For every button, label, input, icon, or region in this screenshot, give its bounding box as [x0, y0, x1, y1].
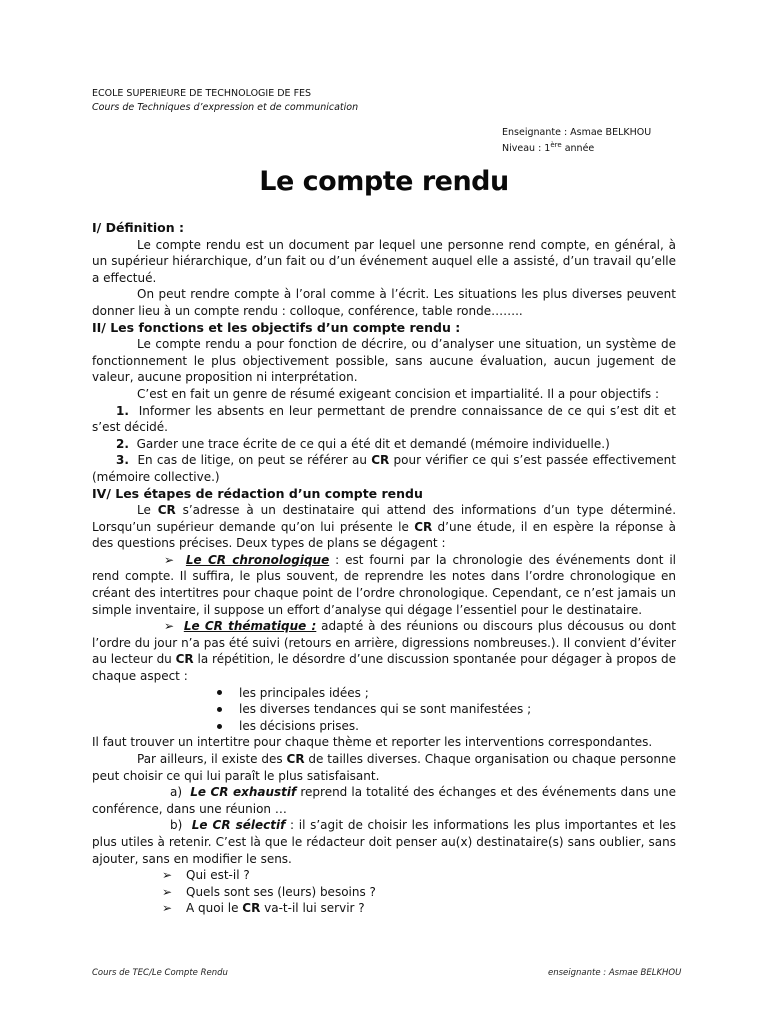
objective-1-number: 1. [116, 403, 129, 418]
thematic-text-b: la répétition, le désordre d’une discussion spontanée pour dégager à propos de chaque aspect : [92, 652, 676, 684]
thematic-cr: CR [175, 652, 194, 667]
level-suffix: année [561, 143, 595, 155]
section-4-paragraph-3 [92, 751, 676, 784]
section-4-paragraph-2: Il faut trouver un intertitre pour chaque thème et reporter les interventions correspondantes. [92, 735, 653, 750]
objective-3-number: 3. [116, 453, 129, 468]
s4-p3-b: de tailles diverses. Chaque organisation ou chaque personne peut choisir ce qui lui paraît le plus satisfaisant. [92, 752, 676, 783]
section-1-title: I/ Définition : [92, 220, 184, 235]
bullet-text: les diverses tendances qui se sont manifestées ; [239, 702, 532, 717]
section-4-title: IV/ Les étapes de rédaction d’un compte rendu [92, 485, 423, 501]
objective-1 [92, 403, 676, 436]
s4-p1-cr1: CR [157, 503, 176, 518]
level-sup: ère [550, 141, 562, 149]
list-item [162, 867, 676, 884]
exhaustive-text: reprend la totalité des échanges et des événements dans une conférence, dans une réunion … [92, 785, 676, 816]
arrow-icon: ➢ [164, 552, 186, 567]
objective-3-cr: CR [371, 453, 390, 468]
objective-2 [92, 436, 676, 453]
exhaustive-label: Le CR exhaustif [190, 785, 297, 800]
teacher-name: Enseignante : Asmae BELKHOU [502, 127, 652, 138]
arrow-icon: ➢ [162, 868, 173, 883]
item-a-label: a) [170, 785, 183, 800]
item-b-label: b) [170, 818, 183, 833]
s4-p3-cr: CR [286, 752, 305, 766]
question-3 [186, 900, 365, 917]
s4-p3-a: Par ailleurs, il existe des [137, 752, 287, 766]
arrow-icon: ➢ [164, 619, 184, 634]
level [502, 139, 651, 155]
question-2: Quels sont ses (leurs) besoins ? [186, 884, 376, 899]
list-item [217, 701, 676, 718]
teacher-block [502, 126, 651, 155]
question-3-cr: CR [242, 901, 261, 916]
arrow-icon: ➢ [162, 901, 173, 916]
chrono-label: Le CR chronologique [185, 552, 330, 567]
objective-3-text-a: En cas de litige, on peut se référer au [137, 453, 372, 468]
list-item [162, 884, 676, 901]
selective-cr [92, 817, 676, 867]
objective-1-text: Informer les absents en leur permettant de prendre connaissance de ce qui s’est dit et s’est décidé. [92, 403, 676, 435]
s4-p1-c: d’une étude, il en espère la réponse à des questions précises. Deux types de plans se dégagent : [92, 519, 676, 551]
footer-right: enseignante : Asmae BELKHOU [548, 968, 682, 978]
exhaustive-cr [92, 784, 676, 817]
bullet-text: les principales idées ; [239, 685, 369, 700]
page-title: Le compte rendu [259, 166, 509, 197]
selective-label: Le CR sélectif [191, 818, 286, 833]
s4-p1-cr2: CR [414, 519, 433, 534]
bullet-text: les décisions prises. [239, 718, 359, 733]
chrono-text: : est fourni par la chronologie des événements dont il rend compte. Il suffira, le plus souvent, de reprendre les notes dans l’ordre chronologique en créant des intertitres pour chaque point de l’ordre chronologique. Cependant, ce n’est jamais un simple inventaire, il suppose un effort d’analyse qui dégage l’essentiel pour le destinataire. [92, 552, 677, 617]
thematic-text-a: adapté à des réunions ou discours plus décousus ou dont l’ordre du jour n’a pas été suivi (retours en arrière, digressions nombreuses.). Il convient d’éviter au lecteur du [92, 619, 677, 667]
section-1-paragraph-2: On peut rendre compte à l’oral comme à l’écrit. Les situations les plus diverses peuvent donner lieu à un compte rendu : colloque, conférence, table ronde…….. [92, 287, 676, 318]
question-3-b: va-t-il lui servir ? [260, 901, 365, 916]
list-item [162, 900, 676, 917]
bullet-icon [217, 724, 222, 729]
list-item [217, 685, 676, 702]
bullet-icon [217, 707, 222, 712]
chrono-plan [92, 552, 676, 618]
s4-p1-b: s’adresse à un destinataire qui attend des informations d’un type déterminé. Lorsqu’un supérieur demande qu’on lui présente le [92, 503, 677, 534]
objective-2-number: 2. [116, 436, 129, 451]
level-prefix: Niveau : 1 [502, 143, 551, 155]
objective-3-text-b: pour vérifier ce qui s’est passée effectivement (mémoire collective.) [92, 453, 676, 484]
thematic-label: Le CR thématique : [183, 619, 317, 634]
document-body [92, 220, 676, 917]
thematic-plan [92, 618, 676, 684]
section-2-title: II/ Les fonctions et les objectifs d’un compte rendu : [92, 319, 461, 335]
arrow-icon: ➢ [162, 884, 173, 899]
list-item [217, 718, 676, 735]
section-4-paragraph-1 [92, 502, 676, 552]
bullet-icon [217, 690, 222, 695]
course-name: Cours de Techniques d’expression et de communication [92, 102, 359, 113]
selective-text: : il s’agit de choisir les informations les plus importantes et les plus utiles à retenir. C’est là que le rédacteur doit penser au(x) destinataire(s) sans oublier, sans ajouter, sans en modifier le sens. [92, 818, 676, 866]
section-2-paragraph-1: Le compte rendu a pour fonction de décrire, ou d’analyser une situation, un système de fonctionnement le plus objectivement possible, sans aucune évaluation, aucun jugement de valeur, aucune proposition ni interprétation. [92, 337, 676, 385]
school-name: ECOLE SUPERIEURE DE TECHNOLOGIE DE FES [92, 88, 312, 99]
question-1: Qui est-il ? [186, 868, 250, 883]
s4-p1-a: Le [137, 503, 158, 518]
question-3-a: A quoi le [186, 901, 243, 916]
section-2-paragraph-2: C’est en fait un genre de résumé exigeant concision et impartialité. Il a pour objectifs : [137, 386, 660, 401]
footer-left: Cours de TEC/Le Compte Rendu [92, 968, 228, 978]
objective-3 [92, 452, 676, 485]
section-1-paragraph-1: Le compte rendu est un document par lequel une personne rend compte, en général, à un supérieur hiérarchique, d’un fait ou d’un événement auquel elle a assisté, d’un travail qu’elle a effectué. [92, 237, 676, 285]
objective-2-text: Garder une trace écrite de ce qui a été dit et demandé (mémoire individuelle.) [136, 436, 610, 451]
